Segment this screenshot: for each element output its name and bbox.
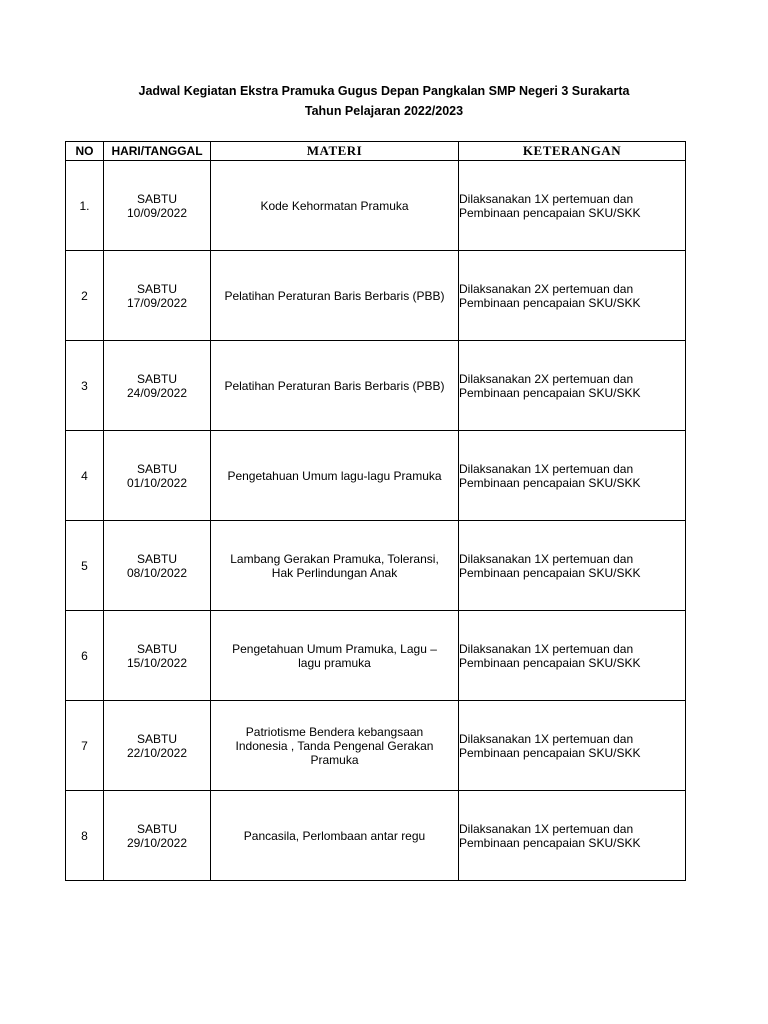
row-date: 01/10/2022 xyxy=(126,475,188,490)
row-keterangan xyxy=(459,251,686,341)
row-materi-line: Pancasila, Perlombaan antar regu xyxy=(243,828,426,843)
row-keterangan-line: Pembinaan pencapaian SKU/SKK xyxy=(459,475,641,490)
row-date: 29/10/2022 xyxy=(126,835,188,850)
table-row xyxy=(66,701,686,791)
row-day: SABTU xyxy=(136,371,177,386)
row-hari-tanggal xyxy=(104,431,211,521)
row-materi xyxy=(211,701,459,791)
table-body xyxy=(66,161,686,881)
row-materi-line: lagu pramuka xyxy=(298,655,371,670)
row-number: 3 xyxy=(66,341,104,431)
row-keterangan-line: Pembinaan pencapaian SKU/SKK xyxy=(459,655,641,670)
row-hari-tanggal xyxy=(104,521,211,611)
row-materi-line: Pengetahuan Umum Pramuka, Lagu – xyxy=(232,641,437,656)
table-row xyxy=(66,611,686,701)
header-hari-tanggal: HARI/TANGGAL xyxy=(104,142,211,161)
row-number: 2 xyxy=(66,251,104,341)
header-no: NO xyxy=(66,142,104,161)
row-keterangan-line: Dilaksanakan 1X pertemuan dan xyxy=(459,551,634,566)
row-materi-line: Hak Perlindungan Anak xyxy=(271,565,398,580)
row-date: 22/10/2022 xyxy=(126,745,188,760)
row-hari-tanggal xyxy=(104,791,211,881)
row-keterangan xyxy=(459,791,686,881)
table-row xyxy=(66,521,686,611)
header-keterangan: KETERANGAN xyxy=(459,142,686,161)
row-day: SABTU xyxy=(136,461,177,476)
row-materi-line: Indonesia , Tanda Pengenal Gerakan xyxy=(235,738,434,753)
row-date: 15/10/2022 xyxy=(126,655,188,670)
row-keterangan-line: Dilaksanakan 1X pertemuan dan xyxy=(459,731,634,746)
row-materi-line: Pelatihan Peraturan Baris Berbaris (PBB) xyxy=(224,378,445,393)
row-keterangan-line: Pembinaan pencapaian SKU/SKK xyxy=(459,205,641,220)
row-day: SABTU xyxy=(136,641,177,656)
row-date: 17/09/2022 xyxy=(126,295,188,310)
row-materi-line: Pramuka xyxy=(310,752,359,767)
row-hari-tanggal xyxy=(104,161,211,251)
table-row xyxy=(66,431,686,521)
row-number: 1. xyxy=(66,161,104,251)
row-materi-line: Patriotisme Bendera kebangsaan xyxy=(245,724,424,739)
row-materi xyxy=(211,251,459,341)
row-materi xyxy=(211,521,459,611)
document-subtitle: Tahun Pelajaran 2022/2023 xyxy=(304,104,464,118)
row-number: 5 xyxy=(66,521,104,611)
row-keterangan xyxy=(459,341,686,431)
row-number: 4 xyxy=(66,431,104,521)
table-header-row xyxy=(66,142,686,161)
row-keterangan-line: Dilaksanakan 1X pertemuan dan xyxy=(459,641,634,656)
row-keterangan-line: Dilaksanakan 2X pertemuan dan xyxy=(459,371,634,386)
row-hari-tanggal xyxy=(104,251,211,341)
row-materi-line: Kode Kehormatan Pramuka xyxy=(260,198,409,213)
row-day: SABTU xyxy=(136,281,177,296)
row-materi xyxy=(211,431,459,521)
row-materi xyxy=(211,161,459,251)
schedule-table xyxy=(65,141,686,881)
row-keterangan-line: Dilaksanakan 1X pertemuan dan xyxy=(459,461,634,476)
row-keterangan-line: Dilaksanakan 2X pertemuan dan xyxy=(459,281,634,296)
row-hari-tanggal xyxy=(104,701,211,791)
row-day: SABTU xyxy=(136,731,177,746)
row-keterangan xyxy=(459,431,686,521)
row-materi-line: Pengetahuan Umum lagu-lagu Pramuka xyxy=(227,468,442,483)
row-keterangan xyxy=(459,521,686,611)
table-row xyxy=(66,251,686,341)
row-materi-line: Lambang Gerakan Pramuka, Toleransi, xyxy=(230,551,439,566)
row-keterangan xyxy=(459,701,686,791)
row-hari-tanggal xyxy=(104,611,211,701)
row-keterangan-line: Dilaksanakan 1X pertemuan dan xyxy=(459,191,634,206)
row-keterangan-line: Pembinaan pencapaian SKU/SKK xyxy=(459,385,641,400)
row-materi xyxy=(211,611,459,701)
row-keterangan-line: Pembinaan pencapaian SKU/SKK xyxy=(459,295,641,310)
row-date: 24/09/2022 xyxy=(126,385,188,400)
row-date: 10/09/2022 xyxy=(126,205,188,220)
document-title: Jadwal Kegiatan Ekstra Pramuka Gugus Depan Pangkalan SMP Negeri 3 Surakarta xyxy=(138,84,630,98)
row-keterangan xyxy=(459,161,686,251)
row-day: SABTU xyxy=(136,551,177,566)
table-row xyxy=(66,341,686,431)
header-materi: MATERI xyxy=(211,142,459,161)
row-keterangan-line: Pembinaan pencapaian SKU/SKK xyxy=(459,565,641,580)
row-date: 08/10/2022 xyxy=(126,565,188,580)
row-day: SABTU xyxy=(136,191,177,206)
row-materi xyxy=(211,341,459,431)
row-number: 7 xyxy=(66,701,104,791)
row-keterangan xyxy=(459,611,686,701)
table-row xyxy=(66,791,686,881)
row-hari-tanggal xyxy=(104,341,211,431)
row-number: 6 xyxy=(66,611,104,701)
row-keterangan-line: Pembinaan pencapaian SKU/SKK xyxy=(459,745,641,760)
table-row xyxy=(66,161,686,251)
row-day: SABTU xyxy=(136,821,177,836)
row-keterangan-line: Pembinaan pencapaian SKU/SKK xyxy=(459,835,641,850)
row-keterangan-line: Dilaksanakan 1X pertemuan dan xyxy=(459,821,634,836)
row-number: 8 xyxy=(66,791,104,881)
row-materi xyxy=(211,791,459,881)
row-materi-line: Pelatihan Peraturan Baris Berbaris (PBB) xyxy=(224,288,445,303)
